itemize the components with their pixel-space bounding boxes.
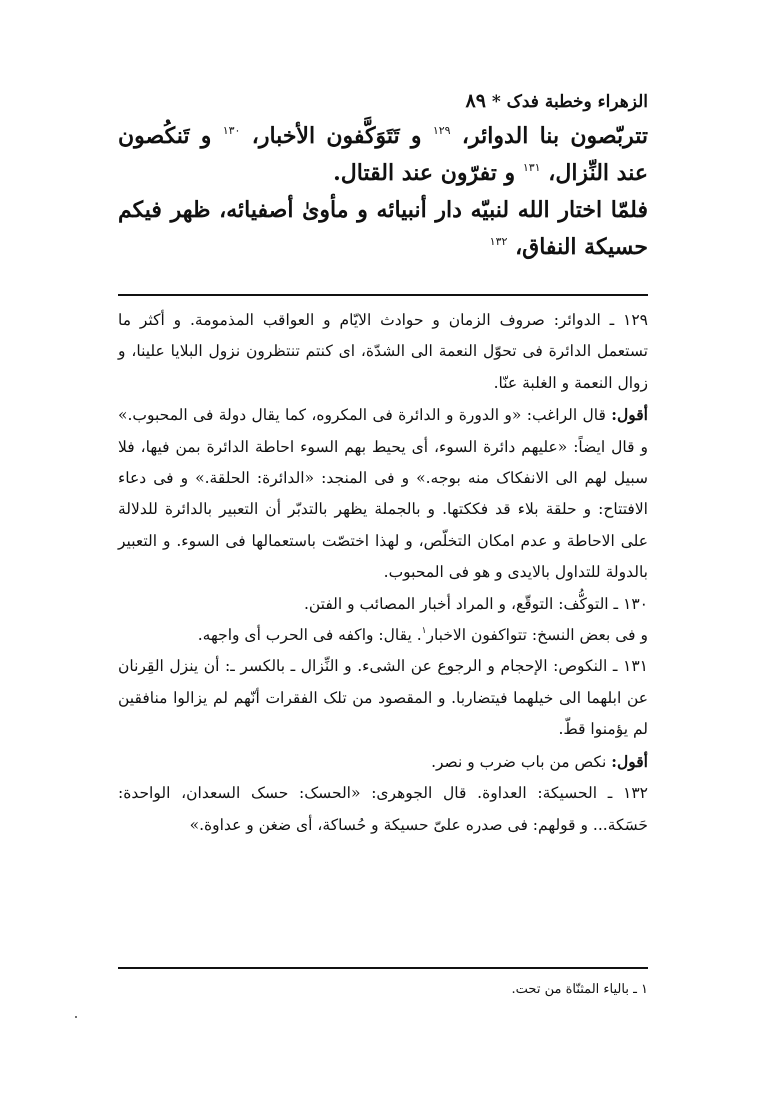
commentary-notes: [118, 305, 648, 841]
book-title: الزهراء وخطبة فدک: [506, 92, 648, 112]
note-132: ١٣٢ ـ الحسيكة: العداوة. قال الجوهری: «الحسک: حسک السعدان، الواحدة: حَسَكة... و قولهم: فی صدره علیّ حسيكة و حُساكة، أی ضغن و عداوة.»: [118, 784, 648, 834]
page-footnote: ١ ـ بالياء المثنّاة من تحت.: [511, 982, 648, 997]
main-text-segment: تتربّصون بنا الدوائر،: [461, 123, 648, 149]
variant-text: . يقال: واكفه فی الحرب أی واجهه.: [197, 626, 422, 645]
note-130-variant: [118, 620, 648, 651]
notes-divider: [118, 294, 648, 296]
note-131: ١٣١ ـ النكوص: الإحجام و الرجوع عن الشیء. و النِّزال ـ بالكسر ـ: أن ينزل القِرنان عن ابلهما الی خيلهما فيتضاربا. و المقصود من تلک الفقرات أنّهم لم يزالوا منافقين لم يؤمنوا قطّ.: [118, 657, 648, 739]
comment-lead: أقول:: [611, 405, 648, 425]
note-reference: ١٣٢: [489, 235, 508, 248]
note-reference: ١٣١: [522, 161, 541, 174]
header-separator: *: [491, 92, 501, 112]
main-text-segment: فلمّا اختار الله لنبيّه دار أنبيائه و مأوىٰ أصفيائه، ظهر فيكم حسيكة النفاق،: [118, 197, 648, 260]
running-header: [108, 90, 648, 112]
note-reference: ١٢٩: [432, 124, 451, 137]
main-text: [118, 118, 648, 266]
comment-text: قال الراغب: «و الدورة و الدائرة فی المكروه، كما يقال دولة فی المحبوب.» و قال ايضاً: «عليهم دائرة السوء، أی يحيط بهم السوء احاطة الدائرة بمن فيها، فلا سبيل لهم الی الانفكاک منه بوجه.» و فی المنجد: «الدائرة: الحلقة.» و فی دعاء الافتتاح: و حلقة بلاء قد فككتها. و بالجملة يظهر بالتدبّر أن التعبير بالدائرة للدلالة علی الاحاطة و عدم امكان التخلّص، و لهذا اختصّت باستعمالها فی السوء. و التعبير بالدولة للتداول بالايدی و هو فی المحبوب.: [118, 406, 648, 582]
page-number: ٨٩: [465, 90, 486, 112]
comment-lead: أقول:: [611, 751, 648, 771]
comment-text: نكص من باب ضرب و نصر.: [431, 752, 607, 771]
scan-speck: [75, 1016, 77, 1018]
note-reference: ١٣٠: [222, 124, 241, 137]
note-129-comment: [118, 399, 648, 588]
main-text-segment: و تَتَوَكَّفون الأخبار،: [251, 123, 422, 149]
main-text-segment: و تَنكُصون عند النِّزال،: [118, 123, 648, 186]
main-paragraph: [118, 192, 648, 266]
footnote-divider: [118, 967, 648, 969]
main-text-segment: و تفرّون عند القتال.: [333, 160, 516, 186]
note-131-comment: [118, 746, 648, 778]
note-129: ١٢٩ ـ الدوائر: صروف الزمان و حوادث الايّام و العواقب المذمومة. و أكثر ما تستعمل الدائرة فی تحوّل النعمة الی الشدّة، ای كنتم تنتظرون نزول البلايا علينا، و زوال النعمة و الغلبة عنّا.: [118, 311, 648, 392]
main-paragraph: [118, 118, 648, 192]
note-130: ١٣٠ ـ التوكُّف: التوقّع، و المراد أخبار المصائب و الفتن.: [303, 594, 648, 613]
variant-text: و فی بعض النسخ: تتواكفون الاخبار: [426, 626, 648, 645]
footnote-reference: ١: [421, 626, 427, 637]
